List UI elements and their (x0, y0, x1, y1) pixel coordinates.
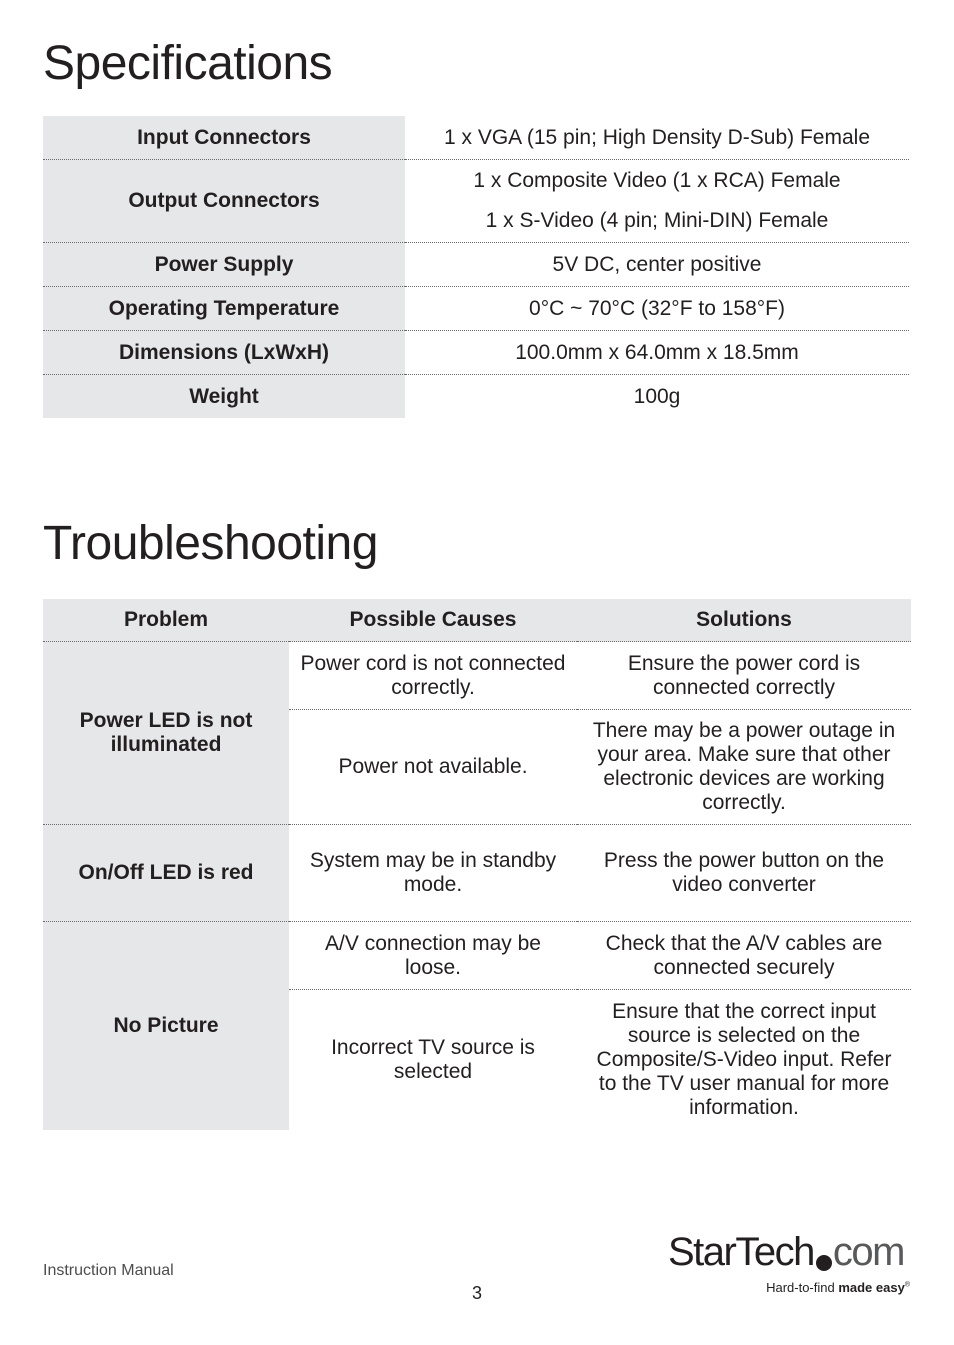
spec-value-line: 100.0mm x 64.0mm x 18.5mm (515, 340, 799, 364)
cause-cell: Incorrect TV source is selected (331, 1036, 535, 1083)
tagline-regular: Hard-to-find (766, 1280, 839, 1295)
cause-cell: Power cord is not connected correctly. (289, 642, 577, 710)
solution-cell: Ensure that the correct input source is selected on the Composite/S-Video input. Refer to the TV user manual for more information. (596, 1000, 892, 1119)
spec-value-line: 0°C ~ 70°C (32°F to 158°F) (529, 296, 785, 320)
spec-value-line: 1 x Composite Video (1 x RCA) Female (473, 169, 841, 192)
spec-row (43, 160, 909, 243)
registered-mark: ® (904, 1281, 910, 1289)
troubleshooting-title: Troubleshooting (43, 517, 378, 570)
problem-cell: Power LED is not illuminated (43, 642, 289, 825)
spec-label: Dimensions (LxWxH) (43, 331, 405, 375)
spec-value (405, 116, 909, 160)
startech-logo (668, 1232, 913, 1295)
brand-wordmark (668, 1232, 913, 1272)
spec-value-line: 100g (633, 384, 681, 408)
brand-name: StarTech (668, 1230, 814, 1274)
table-row (43, 825, 911, 922)
cause-cell: Power not available. (289, 710, 577, 825)
spec-row (43, 287, 909, 331)
problem-cell: On/Off LED is red (43, 825, 289, 922)
spec-label: Input Connectors (43, 116, 405, 160)
brand-tld: com (832, 1230, 904, 1274)
table-header-row (43, 599, 911, 642)
spec-label: Operating Temperature (43, 287, 405, 331)
spec-value (405, 331, 909, 375)
spec-row (43, 331, 909, 375)
solution-cell: Ensure the power cord is connected correctly (577, 642, 911, 710)
table-row (43, 922, 911, 990)
solution-cell: There may be a power outage in your area. Make sure that other electronic devices are working correctly. (577, 710, 911, 825)
brand-tagline (668, 1280, 910, 1295)
spec-row (43, 375, 909, 419)
tagline-bold: made easy (838, 1280, 905, 1295)
spec-value (405, 243, 909, 287)
column-header-causes: Possible Causes (289, 599, 577, 642)
spec-label: Output Connectors (43, 160, 405, 243)
spec-value (405, 287, 909, 331)
solution-cell: Press the power button on the video converter (577, 825, 911, 922)
cause-cell: System may be in standby mode. (289, 825, 577, 922)
spec-value-line: 5V DC, center positive (552, 252, 762, 276)
table-row (43, 642, 911, 710)
spec-value-line: 1 x VGA (15 pin; High Density D-Sub) Female (443, 125, 870, 149)
cause-cell: A/V connection may be loose. (289, 922, 577, 990)
solution-cell: Check that the A/V cables are connected securely (577, 922, 911, 990)
specifications-table (43, 116, 909, 418)
spec-value-line: 1 x S-Video (4 pin; Mini-DIN) Female (485, 209, 829, 232)
spec-label: Power Supply (43, 243, 405, 287)
specifications-title: Specifications (43, 37, 333, 90)
spec-value (405, 375, 909, 419)
spec-label: Weight (43, 375, 405, 419)
troubleshooting-table (43, 599, 911, 1130)
spec-row (43, 243, 909, 287)
page-number: 3 (471, 1283, 482, 1303)
problem-cell: No Picture (43, 922, 289, 1131)
column-header-problem: Problem (43, 599, 289, 642)
column-header-solutions: Solutions (577, 599, 911, 642)
spec-row (43, 116, 909, 160)
spec-value (405, 160, 909, 243)
brand-dot-icon (816, 1255, 832, 1271)
footer-document-label: Instruction Manual (43, 1262, 174, 1279)
